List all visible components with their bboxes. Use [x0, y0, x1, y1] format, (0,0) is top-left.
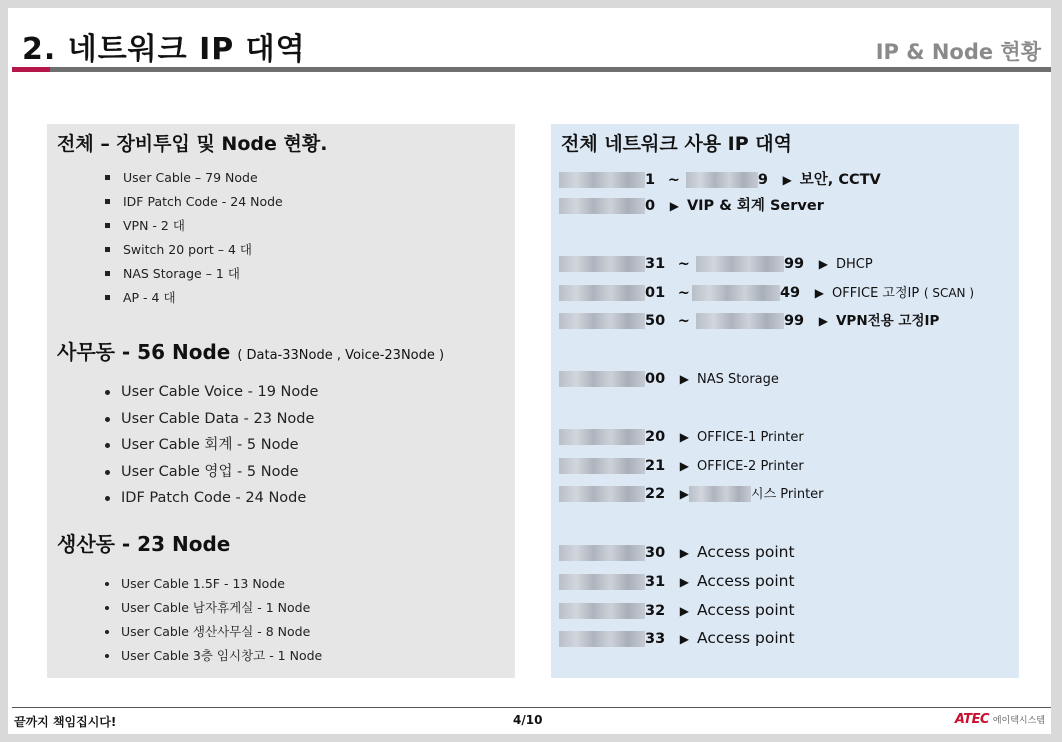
- arrow-icon: ▶: [679, 487, 690, 501]
- office-heading-text: 사무동 - 56 Node: [57, 340, 231, 364]
- redacted-ip-block: [559, 603, 645, 619]
- arrow-icon: ▶: [818, 314, 828, 328]
- redacted-ip-block: [559, 429, 645, 445]
- arrow-icon: ▶: [669, 199, 679, 213]
- arrow-icon: ▶: [814, 286, 824, 300]
- office-list: [103, 379, 318, 512]
- redacted-ip-block: [696, 256, 784, 272]
- list-item: User Cable – 79 Node: [105, 166, 283, 190]
- ip-range-heading: 전체 네트워크 사용 IP 대역: [561, 133, 792, 155]
- footer-divider: [12, 707, 1051, 708]
- ip-row: 1 ~ 9 ▶ 보안, CCTV: [559, 169, 881, 191]
- redacted-ip-block: [696, 313, 784, 329]
- list-item: NAS Storage – 1 대: [105, 262, 283, 286]
- redacted-ip-block: [686, 172, 758, 188]
- list-item: User Cable 생산사무실 - 8 Node: [103, 620, 322, 644]
- list-item: User Cable 3층 임시창고 - 1 Node: [103, 644, 322, 668]
- ip-row: 32 ▶ Access point: [559, 599, 795, 621]
- slide: [8, 8, 1051, 734]
- redacted-ip-block: [559, 574, 645, 590]
- office-heading-note: ( Data-33Node , Voice-23Node ): [237, 348, 445, 363]
- list-item: IDF Patch Code - 24 Node: [103, 485, 318, 512]
- redacted-ip-block: [559, 313, 645, 329]
- redacted-ip-block: [689, 486, 751, 502]
- arrow-icon: ▶: [782, 173, 792, 187]
- list-item: User Cable 영업 - 5 Node: [103, 459, 318, 486]
- logo-subtext: 에이텍시스템: [992, 716, 1045, 726]
- logo-brand: ATEC: [954, 712, 989, 727]
- ip-row: 31 ~ 99 ▶ DHCP: [559, 253, 873, 275]
- overall-list: [105, 166, 283, 310]
- redacted-ip-block: [559, 256, 645, 272]
- arrow-icon: ▶: [679, 430, 690, 444]
- ip-row: 0 ▶ VIP & 회계 Server: [559, 195, 824, 217]
- list-item: Switch 20 port – 4 대: [105, 238, 283, 262]
- arrow-icon: ▶: [679, 546, 690, 560]
- ip-row: 31 ▶ Access point: [559, 570, 795, 592]
- ip-row: 33 ▶ Access point: [559, 627, 795, 649]
- redacted-ip-block: [692, 285, 780, 301]
- list-item: User Cable 남자휴게실 - 1 Node: [103, 596, 322, 620]
- company-logo: [955, 712, 1045, 727]
- page-number: 4/10: [513, 713, 543, 727]
- page-subtitle: IP & Node 현황: [875, 40, 1041, 64]
- arrow-icon: ▶: [679, 372, 690, 386]
- list-item: IDF Patch Code - 24 Node: [105, 190, 283, 214]
- redacted-ip-block: [559, 458, 645, 474]
- list-item: User Cable Voice - 19 Node: [103, 379, 318, 406]
- ip-row: 30 ▶ Access point: [559, 541, 795, 563]
- list-item: VPN - 2 대: [105, 214, 283, 238]
- ip-row: 20 ▶ OFFICE-1 Printer: [559, 426, 804, 448]
- redacted-ip-block: [559, 631, 645, 647]
- ip-row: 00 ▶ NAS Storage: [559, 368, 779, 390]
- title-accent-bar: [12, 67, 50, 72]
- arrow-icon: ▶: [818, 257, 828, 271]
- arrow-icon: ▶: [679, 575, 690, 589]
- list-item: User Cable Data - 23 Node: [103, 406, 318, 433]
- list-item: User Cable 1.5F - 13 Node: [103, 572, 322, 596]
- list-item: User Cable 회계 - 5 Node: [103, 432, 318, 459]
- production-heading: 생산동 - 23 Node: [57, 532, 231, 556]
- footer-slogan: 끝까지 책임집시다!: [14, 715, 117, 729]
- production-list: [103, 572, 322, 668]
- office-heading: [57, 336, 444, 365]
- redacted-ip-block: [559, 172, 645, 188]
- node-summary-panel: [47, 124, 515, 678]
- redacted-ip-block: [559, 198, 645, 214]
- ip-row: 21 ▶ OFFICE-2 Printer: [559, 455, 804, 477]
- ip-row: 22 ▶ 시스 Printer: [559, 483, 824, 505]
- redacted-ip-block: [559, 486, 645, 502]
- redacted-ip-block: [559, 371, 645, 387]
- arrow-icon: ▶: [679, 632, 690, 646]
- ip-row: 01 ~ 49 ▶ OFFICE 고정IP ( SCAN ): [559, 282, 974, 304]
- arrow-icon: ▶: [679, 459, 690, 473]
- redacted-ip-block: [559, 545, 645, 561]
- redacted-ip-block: [559, 285, 645, 301]
- page-title: 2. 네트워크 IP 대역: [22, 32, 306, 67]
- overall-heading: 전체 – 장비투입 및 Node 현황.: [57, 133, 328, 155]
- title-divider: [50, 67, 1051, 72]
- ip-row: 50 ~ 99 ▶ VPN전용 고정IP: [559, 310, 939, 332]
- ip-range-panel: [551, 124, 1019, 678]
- arrow-icon: ▶: [679, 604, 690, 618]
- list-item: AP - 4 대: [105, 286, 283, 310]
